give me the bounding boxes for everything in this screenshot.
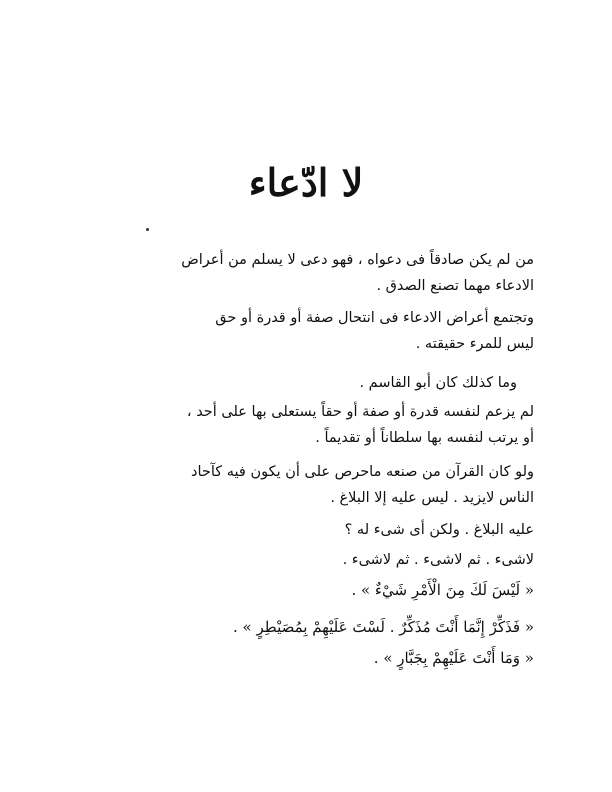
text-line: من لم يكن صادقاً فى دعواه ، فهو دعى لا يسلم من أعراض <box>181 252 534 268</box>
text-line: ولو كان القرآن من صنعه ماحرص على أن يكون فيه كآحاد <box>190 464 534 480</box>
quran-verse: « فَذَكِّرْ إِنَّمَا أَنْتَ مُذَكِّرٌ . لَسْتَ عَلَيْهِمْ بِمُصَيْطِرٍ » . <box>233 618 534 636</box>
ink-dot <box>146 228 149 231</box>
text-line: لم يزعم لنفسه قدرة أو صفة أو حقاً يستعلى بها على أحد ، <box>186 404 534 420</box>
text-line: وما كذلك كان أبو القاسم . <box>359 375 517 391</box>
page-title: لا ادّعاء <box>248 160 364 205</box>
quran-verse: « وَمَا أَنْتَ عَلَيْهِمْ بِجَبَّارٍ » . <box>373 649 534 667</box>
text-line: عليه البلاغ . ولكن أى شىء له ؟ <box>344 522 534 538</box>
text-line: وتجتمع أعراض الادعاء فى انتحال صفة أو قدرة أو حق <box>215 310 534 326</box>
text-line: لاشىء . ثم لاشىء . ثم لاشىء . <box>342 552 534 568</box>
text-line: الادعاء مهما تصنع الصدق . <box>376 278 534 294</box>
text-line: أو يرتب لنفسه بها سلطاناً أو تقديماً . <box>315 430 534 446</box>
text-line: ليس للمرء حقيقته . <box>415 336 534 352</box>
quran-verse: « لَيْسَ لَكَ مِنَ الْأَمْرِ شَيْءٌ » . <box>351 581 534 599</box>
text-line: الناس لايزيد . ليس عليه إلا البلاغ . <box>330 490 534 506</box>
